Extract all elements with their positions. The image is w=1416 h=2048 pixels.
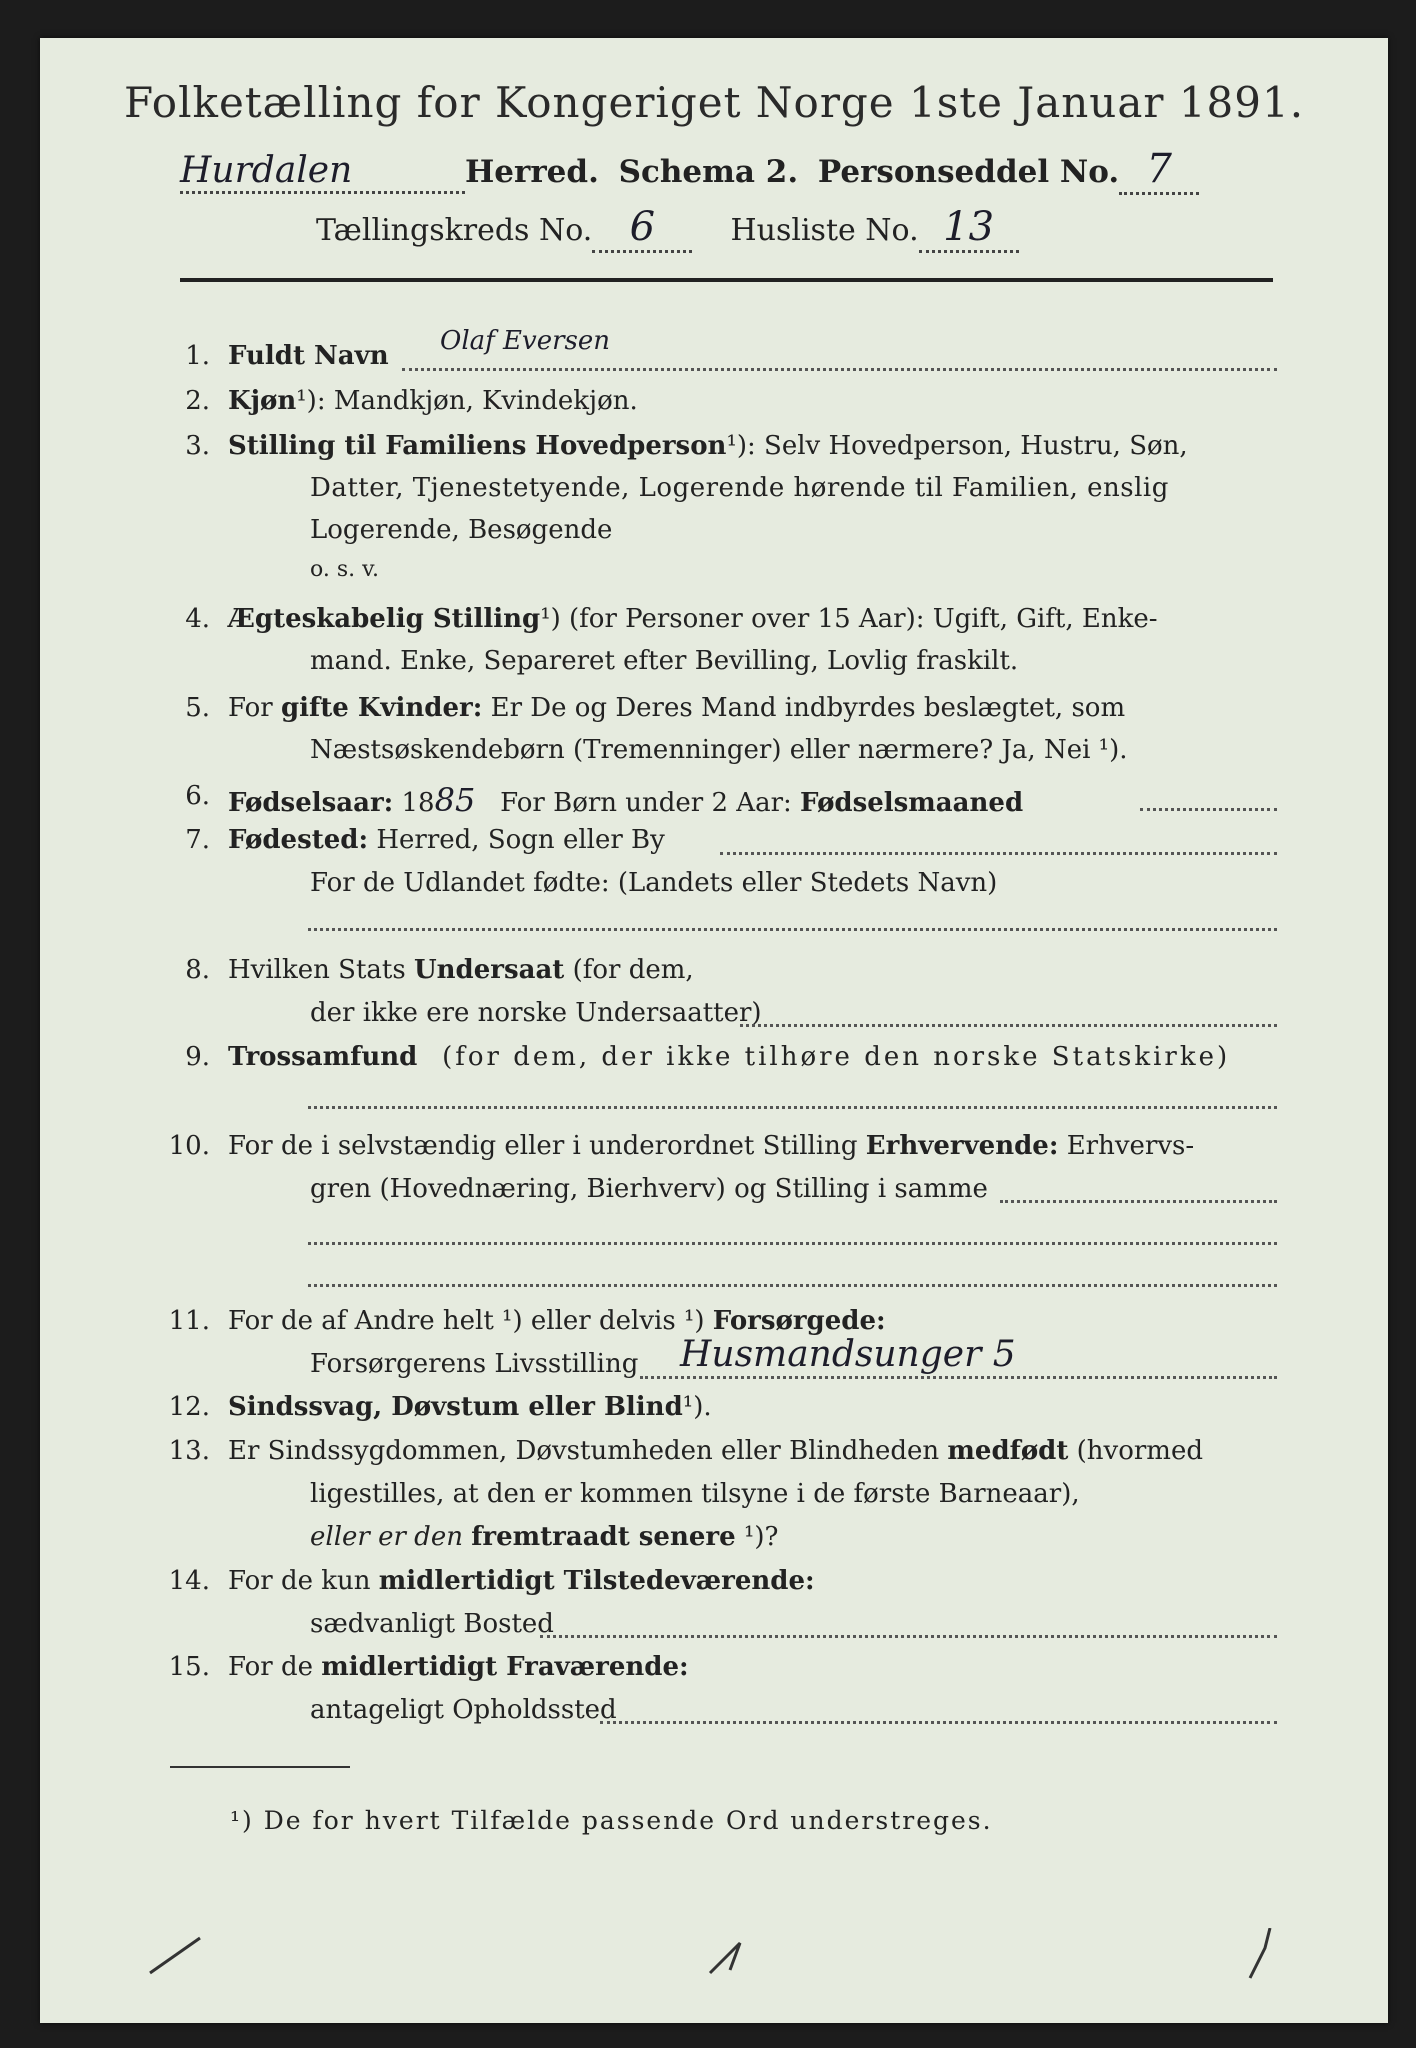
item-6-label-2: Fødselsmaaned bbox=[800, 788, 1024, 818]
item-7-line-dots-2 bbox=[308, 928, 1277, 931]
item-15-number: 15. bbox=[168, 1652, 210, 1682]
item-10-line-1 bbox=[228, 1131, 1194, 1161]
item-3-number: 3. bbox=[185, 431, 210, 461]
item-14-line-dots bbox=[540, 1635, 1277, 1638]
item-10-l1: Erhvervs- bbox=[1066, 1131, 1195, 1161]
item-5-number: 5. bbox=[185, 693, 210, 723]
header-line-1 bbox=[180, 146, 1199, 195]
item-2-label: Kjøn bbox=[228, 386, 297, 416]
item-12-line bbox=[228, 1392, 712, 1422]
form-title: Folketælling for Kongeriget Norge 1ste Januar 1891. bbox=[123, 78, 1305, 127]
item-11-line-dots bbox=[640, 1376, 1277, 1379]
item-10-line-dots-3 bbox=[308, 1284, 1277, 1287]
item-13-pre: Er Sindssygdommen, Døvstumheden eller Blindheden bbox=[228, 1436, 940, 1466]
item-12-number: 12. bbox=[168, 1392, 210, 1422]
item-11-label: Forsørgede: bbox=[712, 1306, 886, 1336]
item-15-pre: For de bbox=[228, 1652, 313, 1682]
margin-marks bbox=[120, 1928, 1320, 1988]
item-8-pre: Hvilken Stats bbox=[228, 955, 406, 985]
item-5-label: gifte Kvinder: bbox=[280, 693, 483, 723]
item-3-label: Stilling til Familiens Hovedperson bbox=[228, 431, 727, 461]
item-15-line-dots bbox=[600, 1721, 1277, 1724]
item-6-number: 6. bbox=[185, 781, 210, 811]
item-6-mid: For Børn under 2 Aar: bbox=[500, 788, 792, 818]
item-10-number: 10. bbox=[168, 1131, 210, 1161]
item-4-l1: ¹) (for Personer over 15 Aar): Ugift, Gift, Enke- bbox=[540, 604, 1158, 634]
item-10-line-2: gren (Hovednæring, Bierhverv) og Stilling i samme bbox=[310, 1174, 988, 1204]
item-7-number: 7. bbox=[185, 825, 210, 855]
item-3-line-4: o. s. v. bbox=[310, 557, 379, 582]
item-11-number: 11. bbox=[168, 1306, 210, 1336]
item-5-l1: Er De og Deres Mand indbyrdes beslægtet, som bbox=[490, 693, 1126, 723]
item-1-line bbox=[402, 368, 1277, 371]
item-8-line-dots bbox=[740, 1024, 1277, 1027]
item-6-prefix: 18 bbox=[401, 788, 435, 818]
census-form-sheet bbox=[40, 38, 1388, 2023]
schema-label: Schema 2. bbox=[618, 154, 799, 190]
item-3-line-2: Datter, Tjenestetyende, Logerende hørende til Familien, enslig bbox=[310, 473, 1169, 503]
item-15-line-2: antageligt Opholdssted bbox=[310, 1695, 617, 1725]
item-6-value: 85 bbox=[434, 781, 476, 819]
item-15-label: midlertidigt Fraværende: bbox=[321, 1652, 689, 1682]
item-11-value: Husmandsunger 5 bbox=[680, 1334, 1016, 1375]
item-11-line-2: Forsørgerens Livsstilling bbox=[310, 1349, 639, 1379]
item-3-l1: ¹): Selv Hovedperson, Hustru, Søn, bbox=[726, 431, 1188, 461]
item-13-line-3 bbox=[310, 1522, 778, 1552]
item-8-label: Undersaat bbox=[413, 955, 565, 985]
item-7-label: Fødested: bbox=[228, 825, 369, 855]
personseddel-label: Personseddel No. bbox=[817, 154, 1120, 190]
item-7-line-2: For de Udlandet fødte: (Landets eller Stedets Navn) bbox=[310, 868, 998, 898]
personseddel-value: 7 bbox=[1119, 146, 1199, 195]
item-14-number: 14. bbox=[168, 1566, 210, 1596]
header-line-2 bbox=[316, 204, 1019, 253]
item-4-line-2: mand. Enke, Separeret efter Bevilling, Lovlig fraskilt. bbox=[310, 646, 1019, 676]
herred-label: Herred. bbox=[465, 154, 599, 190]
item-6-line bbox=[228, 781, 1023, 819]
footnote: ¹) De for hvert Tilfælde passende Ord understreges. bbox=[230, 1806, 993, 1835]
item-13-l3c: ¹)? bbox=[743, 1522, 779, 1552]
margin-mark-right bbox=[1250, 1928, 1270, 1978]
item-5-line-2: Næstsøskendebørn (Tremenninger) eller nærmere? Ja, Nei ¹). bbox=[310, 735, 1128, 765]
item-9-label: Trossamfund bbox=[228, 1042, 418, 1072]
item-13-label: medfødt bbox=[947, 1436, 1069, 1466]
item-9-l1: (for dem, der ikke tilhøre den norske Statskirke) bbox=[442, 1042, 1231, 1072]
item-6-line-dots bbox=[1140, 808, 1277, 811]
item-14-line-1 bbox=[228, 1566, 815, 1596]
item-10-pre: For de i selvstændig eller i underordnet Stilling bbox=[228, 1131, 858, 1161]
item-13-l3b: fremtraadt senere bbox=[471, 1522, 736, 1552]
item-9-line bbox=[228, 1042, 1230, 1072]
item-4-line-1 bbox=[228, 604, 1158, 634]
item-10-line-dots-2 bbox=[308, 1242, 1277, 1245]
item-4-label: Ægteskabelig Stilling bbox=[228, 604, 541, 634]
item-13-number: 13. bbox=[168, 1436, 210, 1466]
item-15-line-1 bbox=[228, 1652, 689, 1682]
husliste-label: Husliste No. bbox=[730, 213, 919, 248]
husliste-value: 13 bbox=[919, 204, 1019, 253]
item-8-number: 8. bbox=[185, 955, 210, 985]
margin-mark-center bbox=[710, 1943, 740, 1973]
item-8-line-2: der ikke ere norske Undersaatter) bbox=[310, 998, 762, 1028]
item-4-number: 4. bbox=[185, 604, 210, 634]
item-8-line-1 bbox=[228, 955, 694, 985]
item-13-l3a: eller er den bbox=[310, 1522, 463, 1552]
item-11-line-1 bbox=[228, 1306, 886, 1336]
item-2-sup: ¹): bbox=[296, 386, 326, 416]
item-5-line-1 bbox=[228, 693, 1125, 723]
item-6-label: Fødselsaar: bbox=[228, 788, 394, 818]
item-8-l1: (for dem, bbox=[572, 955, 694, 985]
item-3-line-3: Logerende, Besøgende bbox=[310, 515, 613, 545]
item-2-number: 2. bbox=[185, 386, 210, 416]
margin-mark-left bbox=[150, 1938, 200, 1973]
taellingskreds-value: 6 bbox=[592, 204, 692, 253]
item-14-pre: For de kun bbox=[228, 1566, 371, 1596]
item-12-sup: ¹). bbox=[682, 1392, 712, 1422]
item-13-l1: (hvormed bbox=[1076, 1436, 1203, 1466]
item-3-line-1 bbox=[228, 431, 1188, 461]
item-14-line-2: sædvanligt Bosted bbox=[310, 1609, 554, 1639]
item-10-line-dots bbox=[1000, 1200, 1277, 1203]
footnote-separator bbox=[170, 1766, 350, 1768]
item-10-label: Erhvervende: bbox=[865, 1131, 1059, 1161]
item-7-l1: Herred, Sogn eller By bbox=[376, 825, 665, 855]
item-13-line-1 bbox=[228, 1436, 1203, 1466]
item-2-text bbox=[228, 386, 638, 416]
taellingskreds-label: Tællingskreds No. bbox=[316, 213, 593, 248]
item-9-line-dots bbox=[308, 1106, 1277, 1109]
herred-value: Hurdalen bbox=[180, 150, 465, 194]
item-5-pre: For bbox=[228, 693, 273, 723]
item-12-label: Sindssvag, Døvstum eller Blind bbox=[228, 1392, 683, 1422]
item-7-line-dots bbox=[720, 852, 1277, 855]
item-13-line-2: ligestilles, at den er kommen tilsyne i de første Barneaar), bbox=[310, 1479, 1080, 1509]
item-11-pre: For de af Andre helt ¹) eller delvis ¹) bbox=[228, 1306, 705, 1336]
item-7-line-1 bbox=[228, 825, 665, 855]
item-9-number: 9. bbox=[185, 1042, 210, 1072]
item-1-value: Olaf Eversen bbox=[440, 326, 610, 356]
item-14-label: midlertidigt Tilstedeværende: bbox=[378, 1566, 815, 1596]
item-1-number: 1. bbox=[185, 341, 210, 371]
header-rule bbox=[180, 278, 1273, 282]
item-1-label: Fuldt Navn bbox=[228, 341, 389, 371]
item-2-options: Mandkjøn, Kvindekjøn. bbox=[333, 386, 638, 416]
